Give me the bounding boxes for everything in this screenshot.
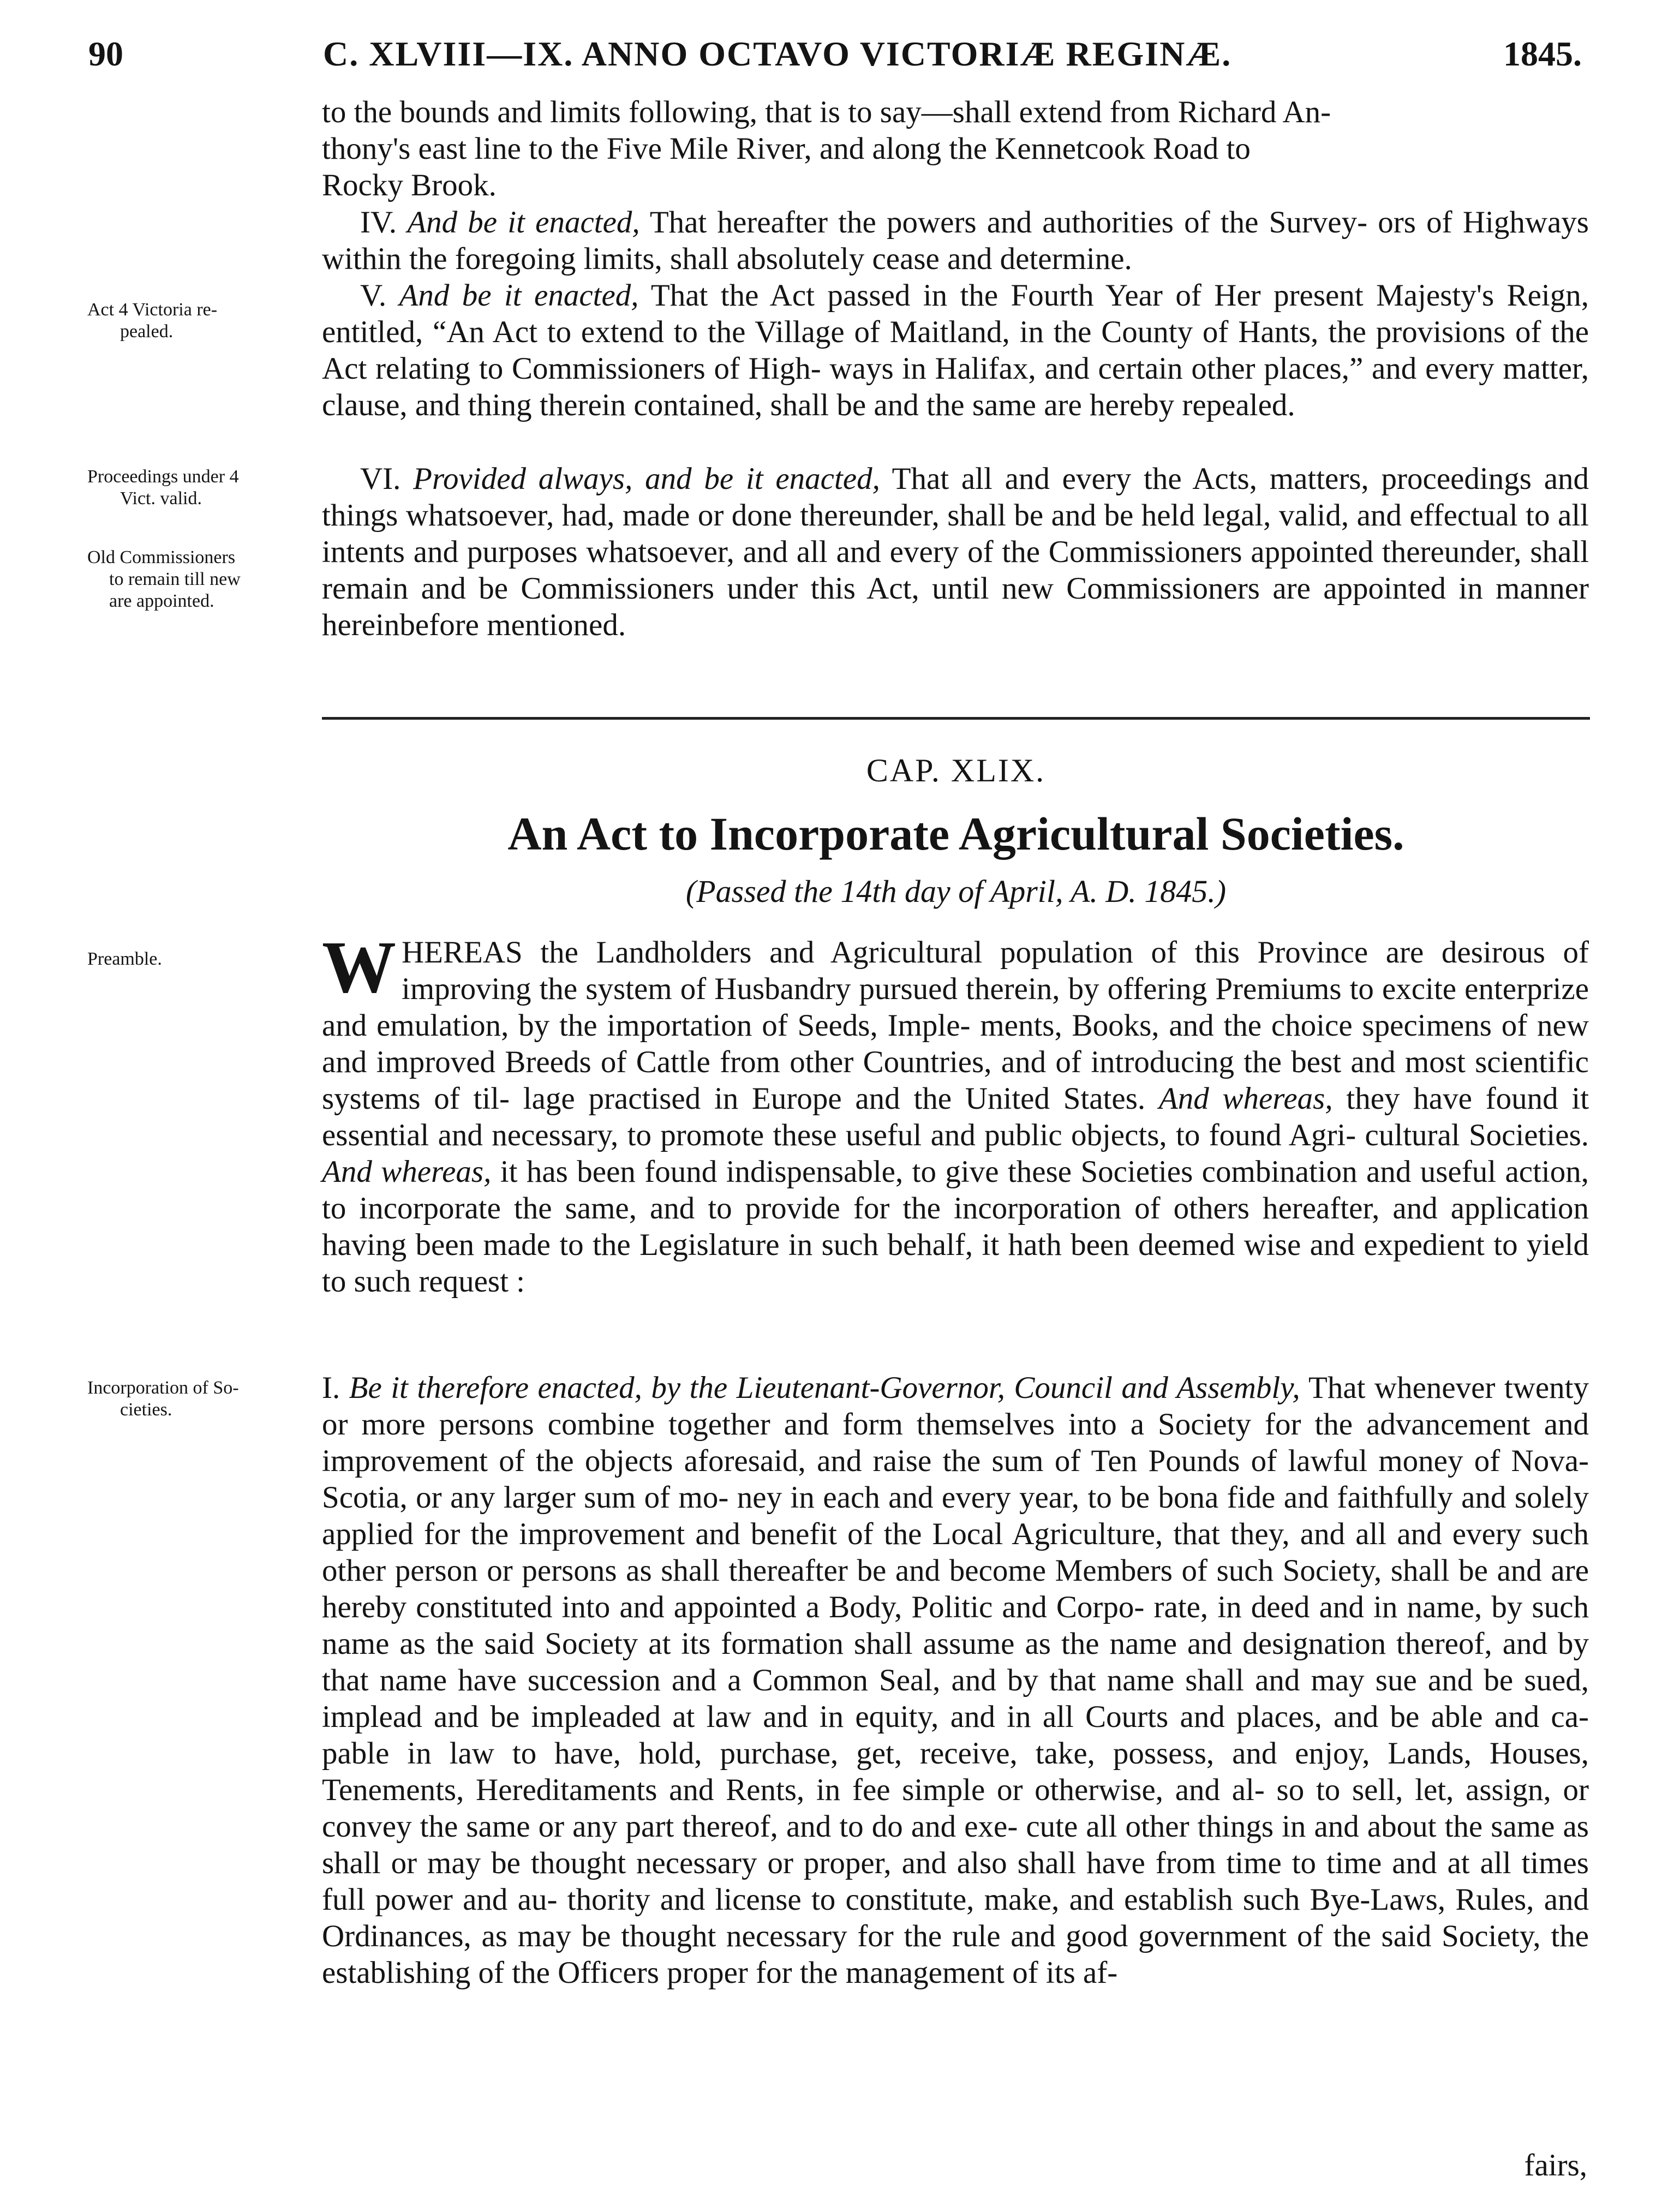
preamble-text-2: they have found it essential and necessary, to promote these useful and public objects, to found Agri- cultural Societies. [322, 1081, 1589, 1152]
section-vi-number: VI. [360, 462, 401, 496]
section-vi-text: That all and every the Acts, matters, proceedings and things whatsoever, had, made or done thereunder, shall be and be held legal, valid, and effectual to all intents and purposes whatsoever, and all and every of the Commissioners appointed thereunder, shall remain and be Commissioners under this Act, until new Commissioners are appointed in manner hereinbefore mentioned. [322, 462, 1589, 642]
continuation-line-1: to the bounds and limits following, that is to say—shall extend from Richard An- [322, 95, 1331, 129]
margin-note-incorp-line1: Incorporation of So- [87, 1378, 239, 1398]
section-iv-number: IV. [360, 205, 397, 240]
section-v-enacting: And be it enacted, [399, 278, 639, 313]
margin-note-act4 [87, 299, 306, 343]
margin-note-proc-line1: Proceedings under 4 [87, 467, 239, 487]
margin-note-act4-line2: pealed. [120, 321, 174, 342]
running-head-year: 1845. [1503, 34, 1582, 73]
margin-note-incorp-line2: cieties. [120, 1400, 172, 1420]
margin-note-act4-line1: Act 4 Victoria re- [87, 300, 218, 320]
margin-note-old-line2: to remain till new [109, 569, 241, 589]
continuation-line-3: Rocky Brook. [322, 168, 497, 202]
margin-note-preamble: Preamble. [87, 949, 162, 969]
catchword: fairs, [1524, 2148, 1587, 2183]
margin-note-proceedings [87, 466, 306, 510]
section-v-number: V. [360, 278, 387, 313]
section-i-paragraph [322, 1370, 1589, 1991]
margin-note-old-line1: Old Commissioners [87, 547, 236, 567]
page-number: 90 [88, 34, 123, 73]
preamble-dropcap: W [322, 926, 396, 1008]
section-iv-text: That hereafter the powers and authorities of the Survey- ors of Highways within the foregoing limits, shall absolutely cease and determine. [322, 205, 1589, 276]
chapter-number: CAP. XLIX. [866, 752, 1046, 788]
section-i-number: I. [322, 1371, 340, 1405]
section-v-text: That the Act passed in the Fourth Year of Her present Majesty's Reign, entitled, “An Act to extend to the Village of Maitland, in the County of Hants, the provisions of the Act relating to Commissioners of High- ways in Halifax, and certain other places,” and every matter, clause, and thing therein contained, shall be and the same are hereby repealed. [322, 278, 1589, 422]
margin-note-incorporation [87, 1377, 306, 1421]
preamble-text-3: it has been found indispensable, to give these Societies combination and useful action, to incorporate the same, and to provide for the incorporation of others hereafter, and application having been made to the Legislature in such behalf, it hath been deemed wise and expedient to yield to such request : [322, 1155, 1589, 1299]
section-iv-enacting: And be it enacted, [407, 205, 640, 240]
section-i-text: That whenever twenty or more persons combine together and form themselves into a Society for the advancement and improvement of the objects aforesaid, and raise the sum of Ten Pounds of lawful money of Nova-Scotia, or any larger sum of mo- ney in each and every year, to be bona fide and faithfully and solely applied for the improvement and benefit of the Local Agriculture, that they, and all and every such other person or persons as shall thereafter be and become Members of such Society, shall be and are hereby constituted into and appointed a Body, Politic and Corpo- rate, in deed and in name, by such name as the said Society at its formation shall assume as the name and designation thereof, and by that name have succession and a Common Seal, and by that name shall and may sue and be sued, implead and be impleaded at law and in equity, and in all Courts and places, and be able and ca- pable in law to have, hold, purchase, get, receive, take, possess, and enjoy, Lands, Houses, Tenements, Hereditaments and Rents, in fee simple or otherwise, and al- so to sell, let, assign, or convey the same or any part thereof, and to do and exe- cute all other things in and about the same as shall or may be thought necessary or proper, and also shall have from time to time and at all times full power and au- thority and license to constitute, make, and establish such Bye-Laws, Rules, and Ordinances, as may be thought necessary for the rule and good government of the said Society, the establishing of the Officers proper for the management of its af- [322, 1371, 1589, 1990]
preamble-text-1: the Landholders and Agricultural population of this Province are desirous of improving the system of Husbandry pursued therein, by offering Premiums to excite enterprize and emulation, by the importation of Seeds, Imple- ments, Books, and the choice specimens of new and improved Breeds of Cattle from other Countries, and of introducing the best and most scientific systems of til- lage practised in Europe and the United States. [322, 935, 1589, 1116]
preamble-whereas-2: And whereas, [322, 1155, 492, 1189]
preamble-whereas-1: And whereas, [1158, 1081, 1333, 1116]
continuation-line-2: thony's east line to the Five Mile River, and along the Kennetcook Road to [322, 131, 1251, 166]
running-head-title: C. XLVIII—IX. ANNO OCTAVO VICTORIÆ REGINÆ. [323, 34, 1232, 73]
preamble-paragraph [322, 926, 1589, 1300]
margin-note-old-commissioners [87, 547, 306, 612]
margin-note-old-line3: are appointed. [109, 591, 214, 611]
section-i-enacting: Be it therefore enacted, by the Lieutenant-Governor, Council and Assembly, [349, 1371, 1300, 1405]
act-passed-date: (Passed the 14th day of April, A. D. 1845.) [685, 874, 1227, 909]
section-divider [322, 717, 1590, 720]
section-vi-enacting: Provided always, and be it enacted, [413, 462, 880, 496]
act-title: An Act to Incorporate Agricultural Societies. [507, 808, 1404, 860]
margin-note-proc-line2: Vict. valid. [120, 488, 202, 509]
preamble-first-word: HEREAS [402, 935, 523, 970]
